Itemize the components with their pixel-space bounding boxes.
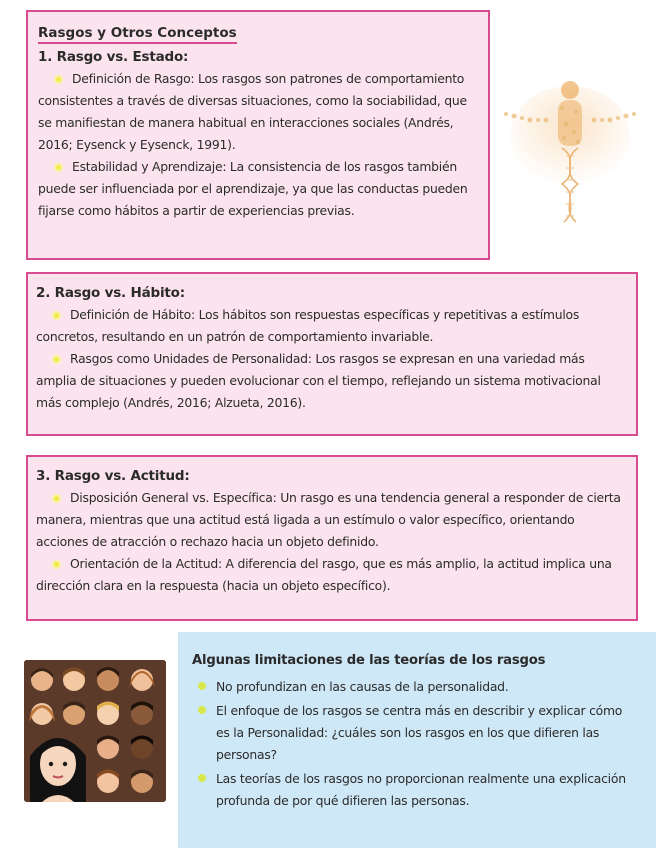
bullet-icon — [52, 494, 61, 503]
bullet-text: Definición de Rasgo: Los rasgos son patrones de comportamiento consistentes a través de diversas situaciones, como la sociabilidad, que se manifiestan de manera habitual en interacciones sociales (Andrés, 2016; Eysenck y Eysenck, 1991). — [38, 71, 467, 152]
diverse-faces-illustration — [24, 660, 166, 802]
heading-text: Rasgo vs. Estado: — [56, 49, 189, 65]
bullet-icon — [198, 774, 206, 782]
heading-trait-vs-habit — [36, 282, 626, 304]
bullet-paragraph — [38, 156, 478, 222]
heading-number: 2. — [36, 285, 51, 301]
list-item-text: Las teorías de los rasgos no proporcionan realmente una explicación profunda de por qué difieren las personas. — [216, 771, 626, 808]
heading-text: Rasgo vs. Actitud: — [54, 468, 190, 484]
bullet-icon — [198, 682, 206, 690]
limitations-list — [192, 676, 638, 812]
list-item — [192, 700, 638, 766]
dna-human-figure-illustration — [496, 76, 644, 228]
limitations-panel — [178, 632, 656, 848]
bullet-paragraph — [36, 304, 626, 348]
section-box-trait-vs-state — [26, 10, 490, 260]
bullet-icon — [54, 163, 63, 172]
bullet-text: Rasgos como Unidades de Personalidad: Los rasgos se expresan en una variedad más amplia de situaciones y pueden evolucionar con el tiempo, reflejando un sistema motivacional más complejo (Andrés, 2016; Alzueta, 2016). — [36, 351, 601, 410]
bullet-icon — [52, 311, 61, 320]
bullet-text: Disposición General vs. Específica: Un rasgo es una tendencia general a responder de cierta manera, mientras que una actitud está ligada a un estímulo o valor específico, orientando acciones de atracción o rechazo hacia un objeto definido. — [36, 490, 621, 549]
list-item — [192, 768, 638, 812]
bullet-icon — [52, 355, 61, 364]
list-item-text: No profundizan en las causas de la personalidad. — [216, 679, 509, 694]
heading-number: 3. — [36, 468, 51, 484]
list-item — [192, 676, 638, 698]
bullet-paragraph — [36, 553, 626, 597]
bullet-paragraph — [38, 68, 478, 156]
heading-trait-vs-attitude — [36, 465, 626, 487]
bullet-text: Orientación de la Actitud: A diferencia del rasgo, que es más amplio, la actitud implica una dirección clara en la respuesta (hacia un objeto específico). — [36, 556, 612, 593]
section-title: Rasgos y Otros Conceptos — [38, 24, 237, 44]
bullet-paragraph — [36, 348, 626, 414]
heading-text: Rasgo vs. Hábito: — [54, 285, 185, 301]
limitations-title: Algunas limitaciones de las teorías de los rasgos — [192, 653, 546, 668]
heading-trait-vs-state — [38, 46, 478, 68]
heading-number: 1. — [38, 49, 53, 65]
section-box-trait-vs-attitude — [26, 455, 638, 621]
list-item-text: El enfoque de los rasgos se centra más en describir y explicar cómo es la Personalidad: ¿cuáles son los rasgos en los que difieren las personas? — [216, 703, 623, 762]
bullet-text: Estabilidad y Aprendizaje: La consistencia de los rasgos también puede ser influenciada por el aprendizaje, ya que las conductas pueden fijarse como hábitos a partir de experiencias previas. — [38, 159, 468, 218]
bullet-paragraph — [36, 487, 626, 553]
bullet-icon — [52, 560, 61, 569]
bullet-text: Definición de Hábito: Los hábitos son respuestas específicas y repetitivas a estímulos concretos, resultando en un patrón de comportamiento invariable. — [36, 307, 580, 344]
section-box-trait-vs-habit — [26, 272, 638, 436]
bullet-icon — [198, 706, 206, 714]
bullet-icon — [54, 75, 63, 84]
